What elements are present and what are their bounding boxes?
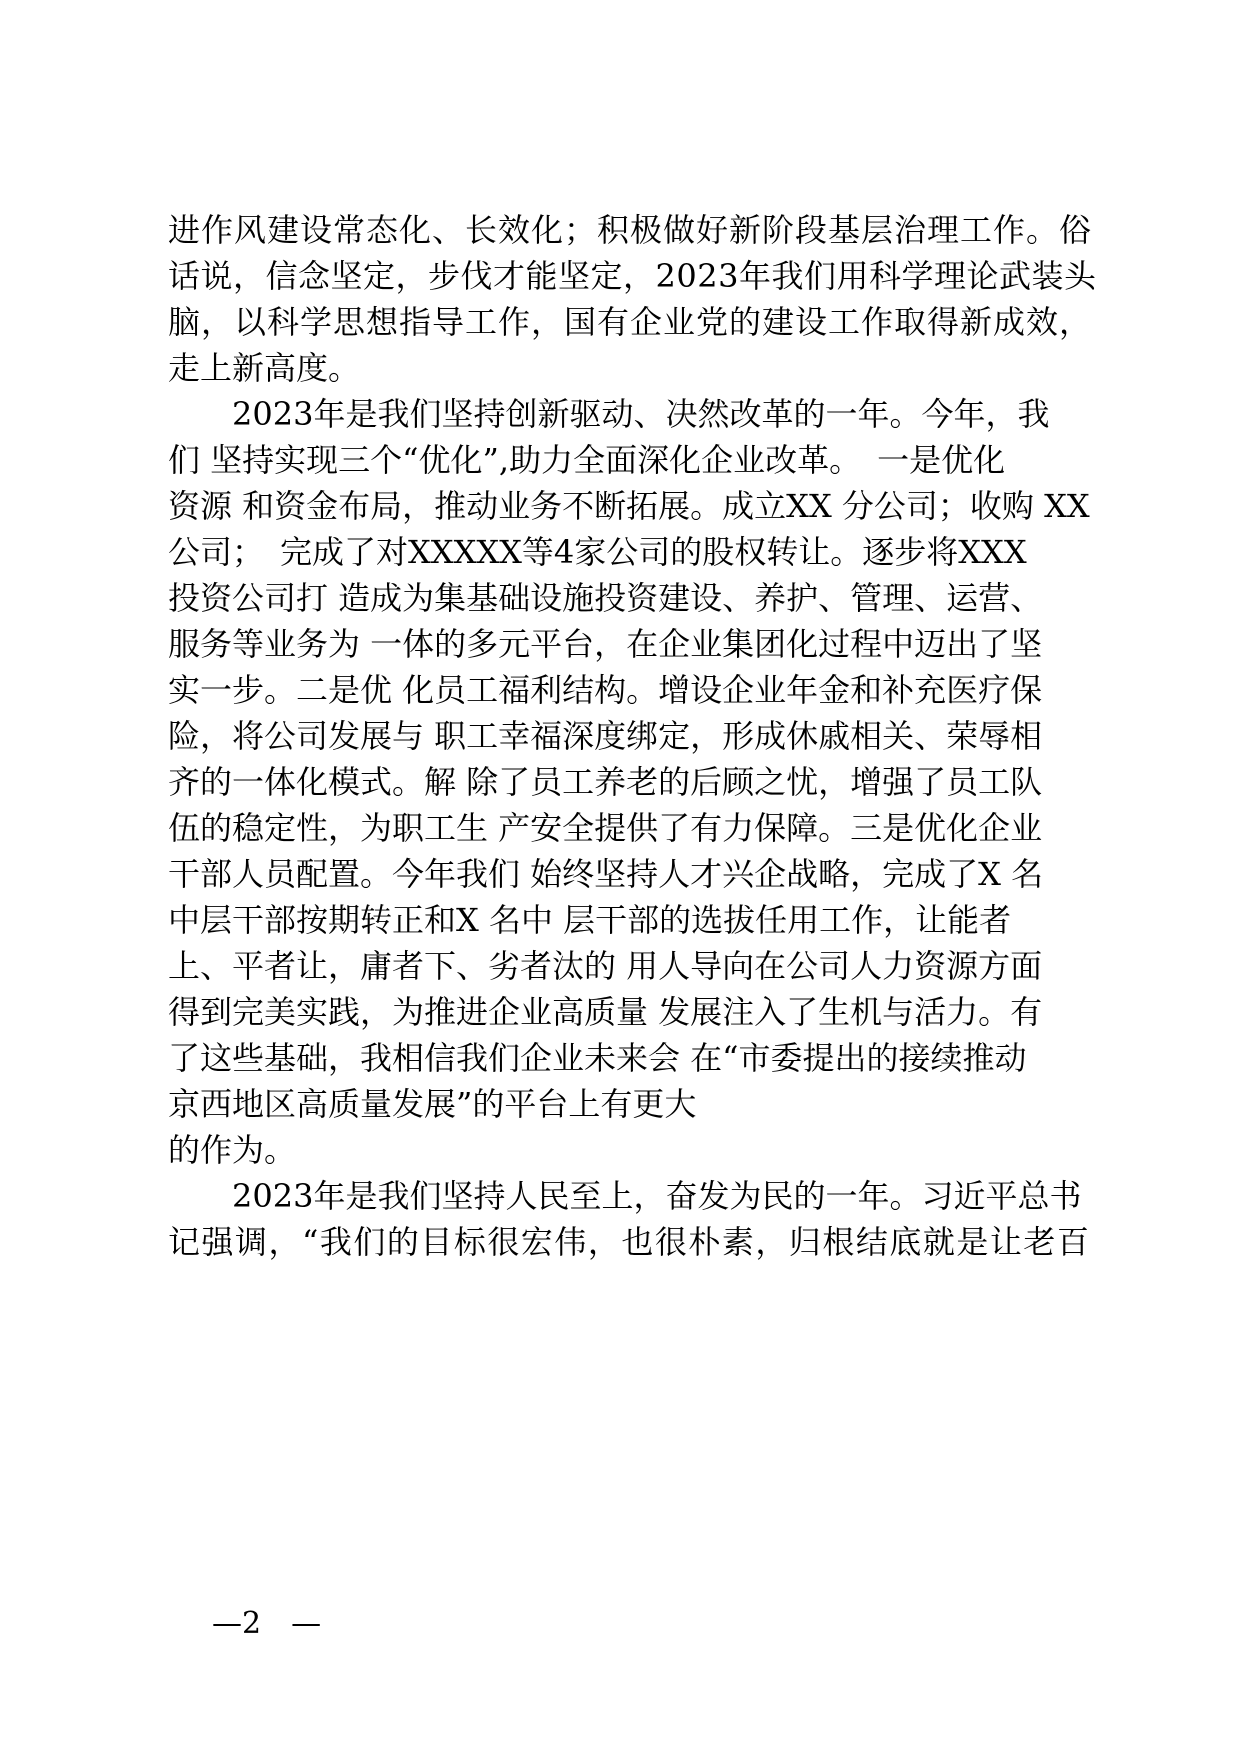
body-line: 2023年是我们坚持创新驱动、决然改革的一年。今年，我 <box>168 395 1050 433</box>
body-line: 京西地区高质量发展”的平台上有更大 <box>168 1085 697 1123</box>
body-line: 投资公司打 造成为集基础设施投资建设、养护、管理、运营、 <box>168 579 1043 617</box>
page-number: —2 — <box>212 1606 322 1641</box>
body-line: 2023年是我们坚持人民至上，奋发为民的一年。习近平总书 <box>168 1177 1082 1215</box>
body-line: 实一步。二是优 化员工福利结构。增设企业年金和补充医疗保 <box>168 671 1043 709</box>
body-line: 记强调，“我们的目标很宏伟，也很朴素，归根结底就是让老百 <box>168 1223 1091 1261</box>
body-line: 脑，以科学思想指导工作，国有企业党的建设工作取得新成效， <box>168 303 1093 341</box>
body-line: 伍的稳定性，为职工生 产安全提供了有力保障。三是优化企业 <box>168 809 1043 847</box>
body-line: 的作为。 <box>168 1131 297 1169</box>
body-line: 险，将公司发展与 职工幸福深度绑定，形成休戚相关、荣辱相 <box>168 717 1043 755</box>
body-line: 服务等业务为 一体的多元平台，在企业集团化过程中迈出了坚 <box>168 625 1043 663</box>
body-line: 进作风建设常态化、长效化；积极做好新阶段基层治理工作。俗 <box>168 211 1093 249</box>
body-line: 上、平者让，庸者下、劣者汰的 用人导向在公司人力资源方面 <box>168 947 1043 985</box>
body-line: 了这些基础，我相信我们企业未来会 在“市委提出的接续推动 <box>168 1039 1027 1077</box>
body-line: 中层干部按期转正和X 名中 层干部的选拔任用工作，让能者 <box>168 901 1012 939</box>
body-line: 走上新高度。 <box>168 349 361 387</box>
body-line: 话说，信念坚定，步伐才能坚定，2023年我们用科学理论武装头 <box>168 257 1097 295</box>
body-line: 齐的一体化模式。解 除了员工养老的后顾之忧，增强了员工队 <box>168 763 1043 801</box>
body-line: 们 坚持实现三个“优化”,助力全面深化企业改革。 一是优化 <box>168 441 1006 479</box>
body-line: 公司； 完成了对XXXXX等4家公司的股权转让。逐步将XXX <box>168 533 1027 571</box>
body-line: 干部人员配置。今年我们 始终坚持人才兴企战略，完成了X 名 <box>168 855 1044 893</box>
body-line: 得到完美实践，为推进企业高质量 发展注入了生机与活力。有 <box>168 993 1043 1031</box>
body-line: 资源 和资金布局，推动业务不断拓展。成立XX 分公司；收购 XX <box>168 487 1090 525</box>
